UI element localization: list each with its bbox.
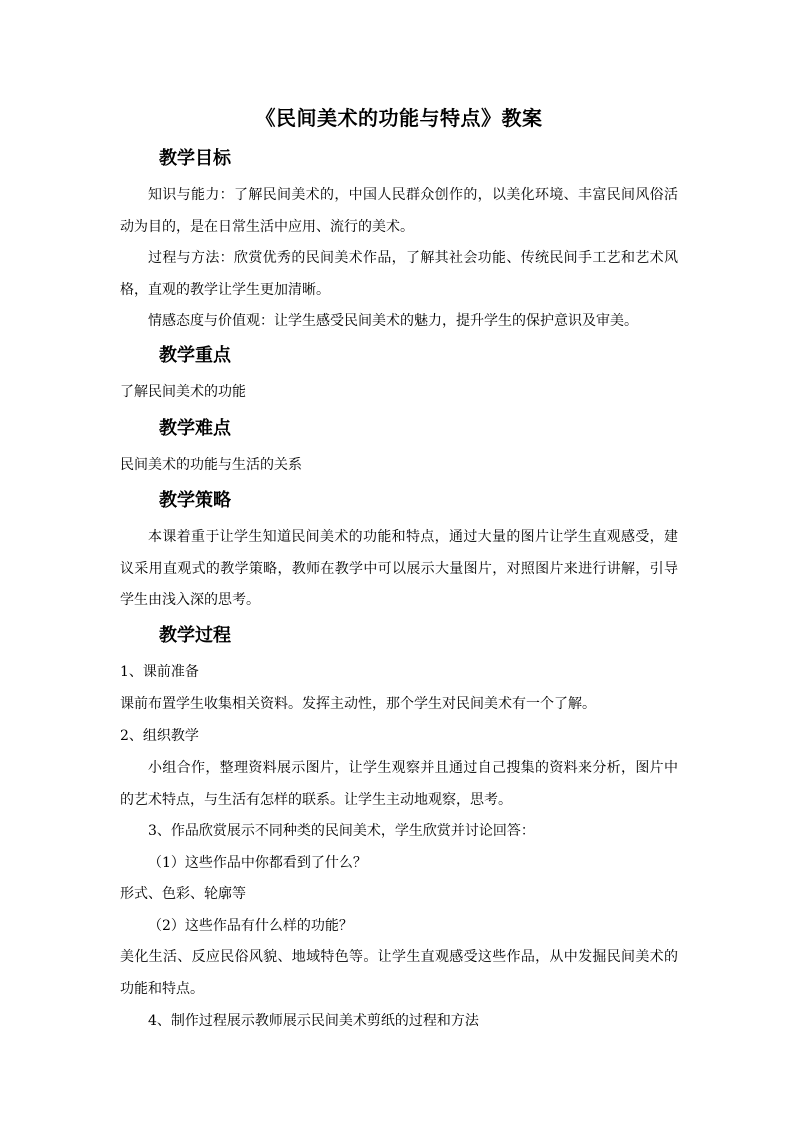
paragraph-key-points: 了解民间美术的功能 xyxy=(120,384,246,400)
paragraph-difficulties: 民间美术的功能与生活的关系 xyxy=(120,457,302,473)
process-step2-text: 小组合作，整理资料展示图片，让学生观察并且通过自己搜集的资料来分析，图片中的艺术特点，与生活有怎样的联系。让学生主动地观察，思考。 xyxy=(120,760,678,808)
heading-difficulties: 教学难点 xyxy=(159,418,231,439)
heading-key-points: 教学重点 xyxy=(159,345,231,366)
paragraph-knowledge: 知识与能力：了解民间美术的，中国人民群众创作的，以美化环境、丰富民间风俗活动为目的，是在日常生活中应用、流行的美术。 xyxy=(120,187,678,235)
process-question-1: （1）这些作品中你都看到了什么？ xyxy=(148,855,367,871)
paragraph-attitude: 情感态度与价值观：让学生感受民间美术的魅力，提升学生的保护意识及审美。 xyxy=(148,313,638,329)
process-step1-title: 1、课前准备 xyxy=(120,664,199,680)
paragraph-strategy: 本课着重于让学生知道民间美术的功能和特点，通过大量的图片让学生直观感受，建议采用直观式的教学策略，教师在教学中可以展示大量图片，对照图片来进行讲解，引导学生由浅入深的思考。 xyxy=(120,529,678,608)
process-step3-title: 3、作品欣赏展示不同种类的民间美术，学生欣赏并讨论回答： xyxy=(148,823,535,839)
heading-objectives: 教学目标 xyxy=(159,148,231,169)
document-title: 《民间美术的功能与特点》教案 xyxy=(255,106,543,130)
heading-process: 教学过程 xyxy=(159,625,231,646)
paragraph-process-method: 过程与方法：欣赏优秀的民间美术作品，了解其社会功能、传统民间手工艺和艺术风格，直观的教学让学生更加清晰。 xyxy=(120,250,678,298)
process-answer-1: 形式、色彩、轮廓等 xyxy=(120,886,246,902)
process-step4-title: 4、制作过程展示教师展示民间美术剪纸的过程和方法 xyxy=(148,1013,479,1029)
heading-strategy: 教学策略 xyxy=(159,490,231,511)
process-step2-title: 2、组织教学 xyxy=(120,728,199,744)
process-step1-text: 课前布置学生收集相关资料。发挥主动性，那个学生对民间美术有一个了解。 xyxy=(120,696,596,712)
process-question-2: （2）这些作品有什么样的功能？ xyxy=(148,918,353,934)
process-answer-2: 美化生活、反应民俗风貌、地域特色等。让学生直观感受这些作品，从中发掘民间美术的功能和特点。 xyxy=(120,949,678,997)
